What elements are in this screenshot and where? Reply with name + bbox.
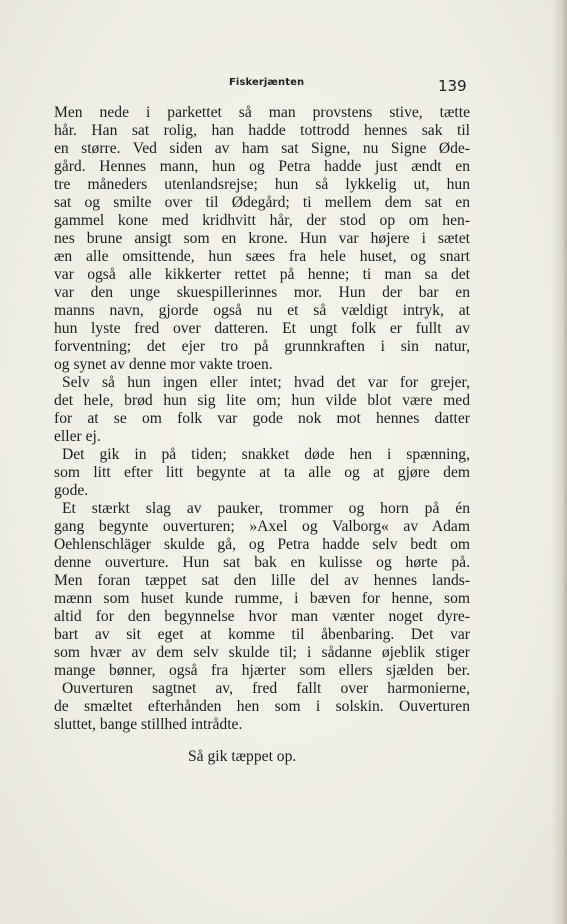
page-number: 139 [438,77,467,95]
text-line: forventning; det ejer tro på grunnkraften i sin natur, [54,338,470,355]
text-line: nes brune ansigt som en krone. Hun var højere i sætet [54,230,470,247]
text-line: Men nede i parkettet så man provstens stive, tætte [54,104,470,121]
text-line: altid for den begynnelse hvor man vænter noget dyre- [54,608,470,625]
text-line: hun lyste fred over datteren. Et ungt folk er fullt av [54,320,470,337]
text-line: Så gik tæppet op. [188,748,297,765]
text-line: gang begynte ouverturen; »Axel og Valborg« av Adam [54,518,470,535]
text-line: bart av sit eget at komme til åbenbaring. Det var [54,626,470,643]
text-line: manns navn, gjorde også nu et så vældigt intryk, at [54,302,470,319]
text-line: eller ej. [54,428,101,445]
text-line: som litt efter litt begynte at ta alle og at gjøre dem [54,464,470,481]
text-line: gode. [54,482,89,499]
text-line: Men foran tæppet sat den lille del av hennes lands- [54,572,470,589]
text-line: denne ouverture. Hun sat bak en kulisse og hørte på. [54,554,470,571]
text-line: Ouverturen sagtnet av, fred fallt over harmonierne, [62,680,470,697]
text-line: hår. Han sat rolig, han hadde tottrodd hennes sak til [54,122,470,139]
text-line: en større. Ved siden av ham sat Signe, nu Signe Øde- [54,140,470,157]
text-line: tre måneders utenlandsrejse; hun så lykkelig ut, hun [54,176,470,193]
text-line: for at se om folk var gode nok mot hennes datter [54,410,470,427]
text-line: æn alle omsittende, hun sæes fra hele huset, og snart [54,248,470,265]
text-line: Et stærkt slag av pauker, trommer og horn på én [62,500,470,517]
text-line: som hvær av dem selv skulde til; i sådanne øjeblik stiger [54,644,470,661]
text-line: gammel kone med kridhvitt hår, der stod op om hen- [54,212,470,229]
text-line: var den unge skuespillerinnes mor. Hun der bar en [54,284,470,301]
text-line: gård. Hennes mann, hun og Petra hadde just ændt en [54,158,470,175]
text-line: det hele, brød hun sig lite om; hun vilde blot være med [54,392,470,409]
running-title: Fiskerjænten [229,77,305,88]
text-line: de smæltet efterhånden hen som i solskin. Ouverturen [54,698,470,715]
page-edge-shadow [551,0,567,924]
text-line: Oehlenschläger skulde gå, og Petra hadde selv bedt om [54,536,470,553]
text-line: sat og smilte over til Ødegård; ti mellem dem sat en [54,194,470,211]
text-line: sluttet, bange stillhed intrådte. [54,716,243,733]
text-line: og synet av denne mor vakte troen. [54,356,273,373]
text-line: Selv så hun ingen eller intet; hvad det var for grejer, [62,374,470,391]
text-line: var også alle kikkerter rettet på henne; ti man sa det [54,266,470,283]
text-line: mange bønner, også fra hjærter som ellers sjælden ber. [54,662,470,679]
text-line: mænn som huset kunde rumme, i bæven for henne, som [54,590,470,607]
text-line: Det gik in på tiden; snakket døde hen i spænning, [62,446,470,463]
